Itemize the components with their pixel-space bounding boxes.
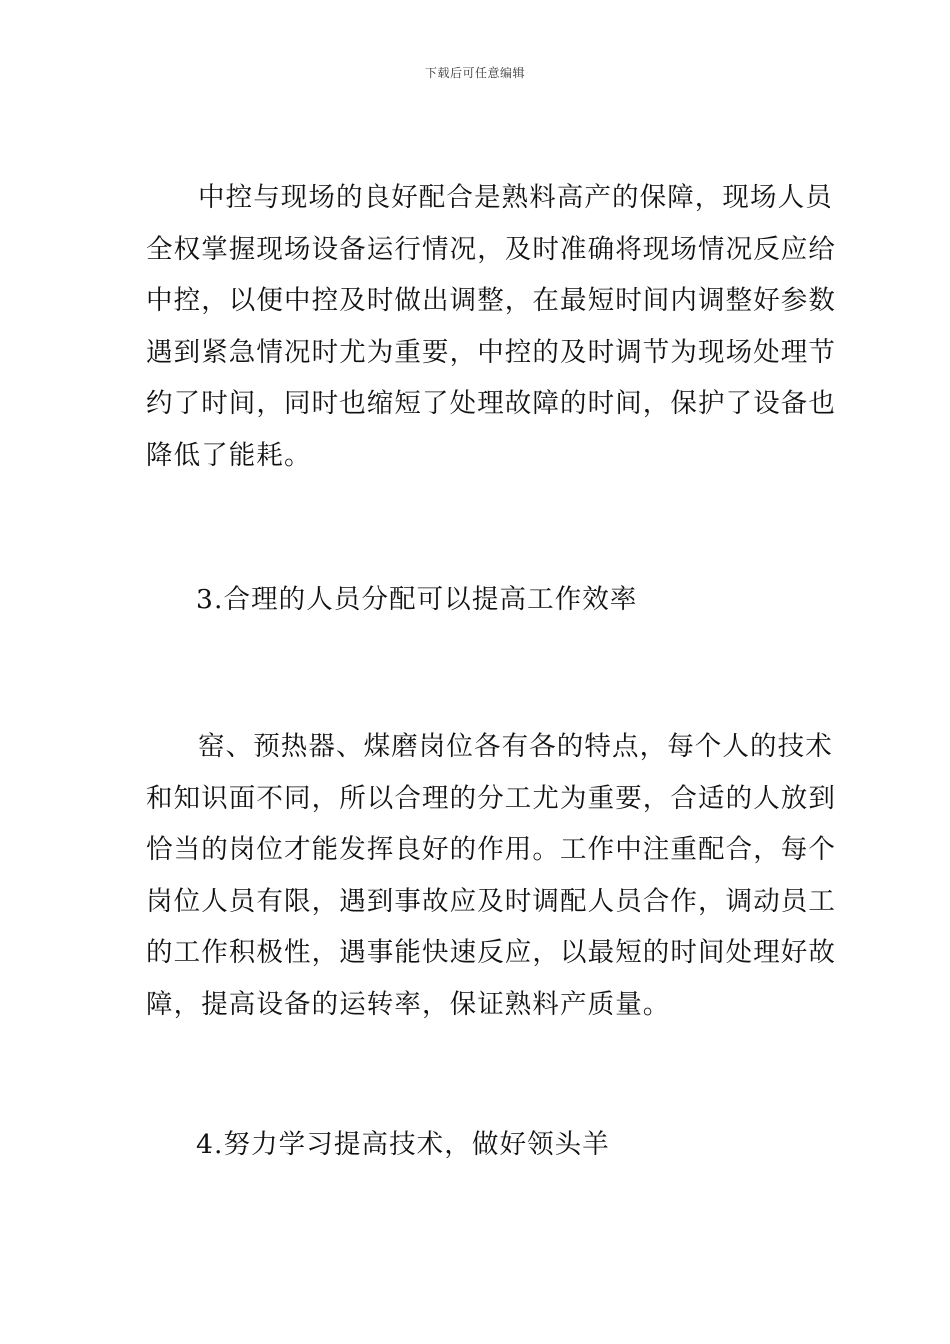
paragraph-line: 窑、预热器、煤磨岗位各有各的特点，每个人的技术 <box>198 731 833 762</box>
paragraph-line: 和知识面不同，所以合理的分工尤为重要，合适的人放到 <box>146 782 836 814</box>
paragraph-line: 的工作积极性，遇事能快速反应，以最短的时间处理好故 <box>146 937 836 968</box>
paragraph-line: 约了时间，同时也缩短了处理故障的时间，保护了设备也 <box>146 388 836 419</box>
paragraph-line: 恰当的岗位才能发挥良好的作用。工作中注重配合，每个 <box>146 834 836 865</box>
paragraph-line: 中控与现场的良好配合是熟料高产的保障，现场人员 <box>198 182 833 213</box>
paragraph-line: 障，提高设备的运转率，保证熟料产质量。 <box>146 988 671 1020</box>
paragraph-line: 岗位人员有限，遇到事故应及时调配人员合作，调动员工 <box>146 885 836 917</box>
paragraph-line: 遇到紧急情况时尤为重要，中控的及时调节为现场处理节 <box>146 336 836 368</box>
page-header: 下载后可任意编辑 <box>424 66 525 80</box>
paragraph-staff-allocation <box>146 721 836 1030</box>
paragraph-line: 全权掌握现场设备运行情况，及时准确将现场情况反应给 <box>146 233 836 265</box>
section-heading-4: 4.努力学习提高技术，做好领头羊 <box>196 1129 610 1160</box>
paragraph-line: 降低了能耗。 <box>146 439 312 471</box>
paragraph-line: 中控，以便中控及时做出调整，在最短时间内调整好参数 <box>146 285 836 316</box>
section-heading-3: 3.合理的人员分配可以提高工作效率 <box>196 584 638 615</box>
paragraph-field-coordination <box>146 172 836 481</box>
